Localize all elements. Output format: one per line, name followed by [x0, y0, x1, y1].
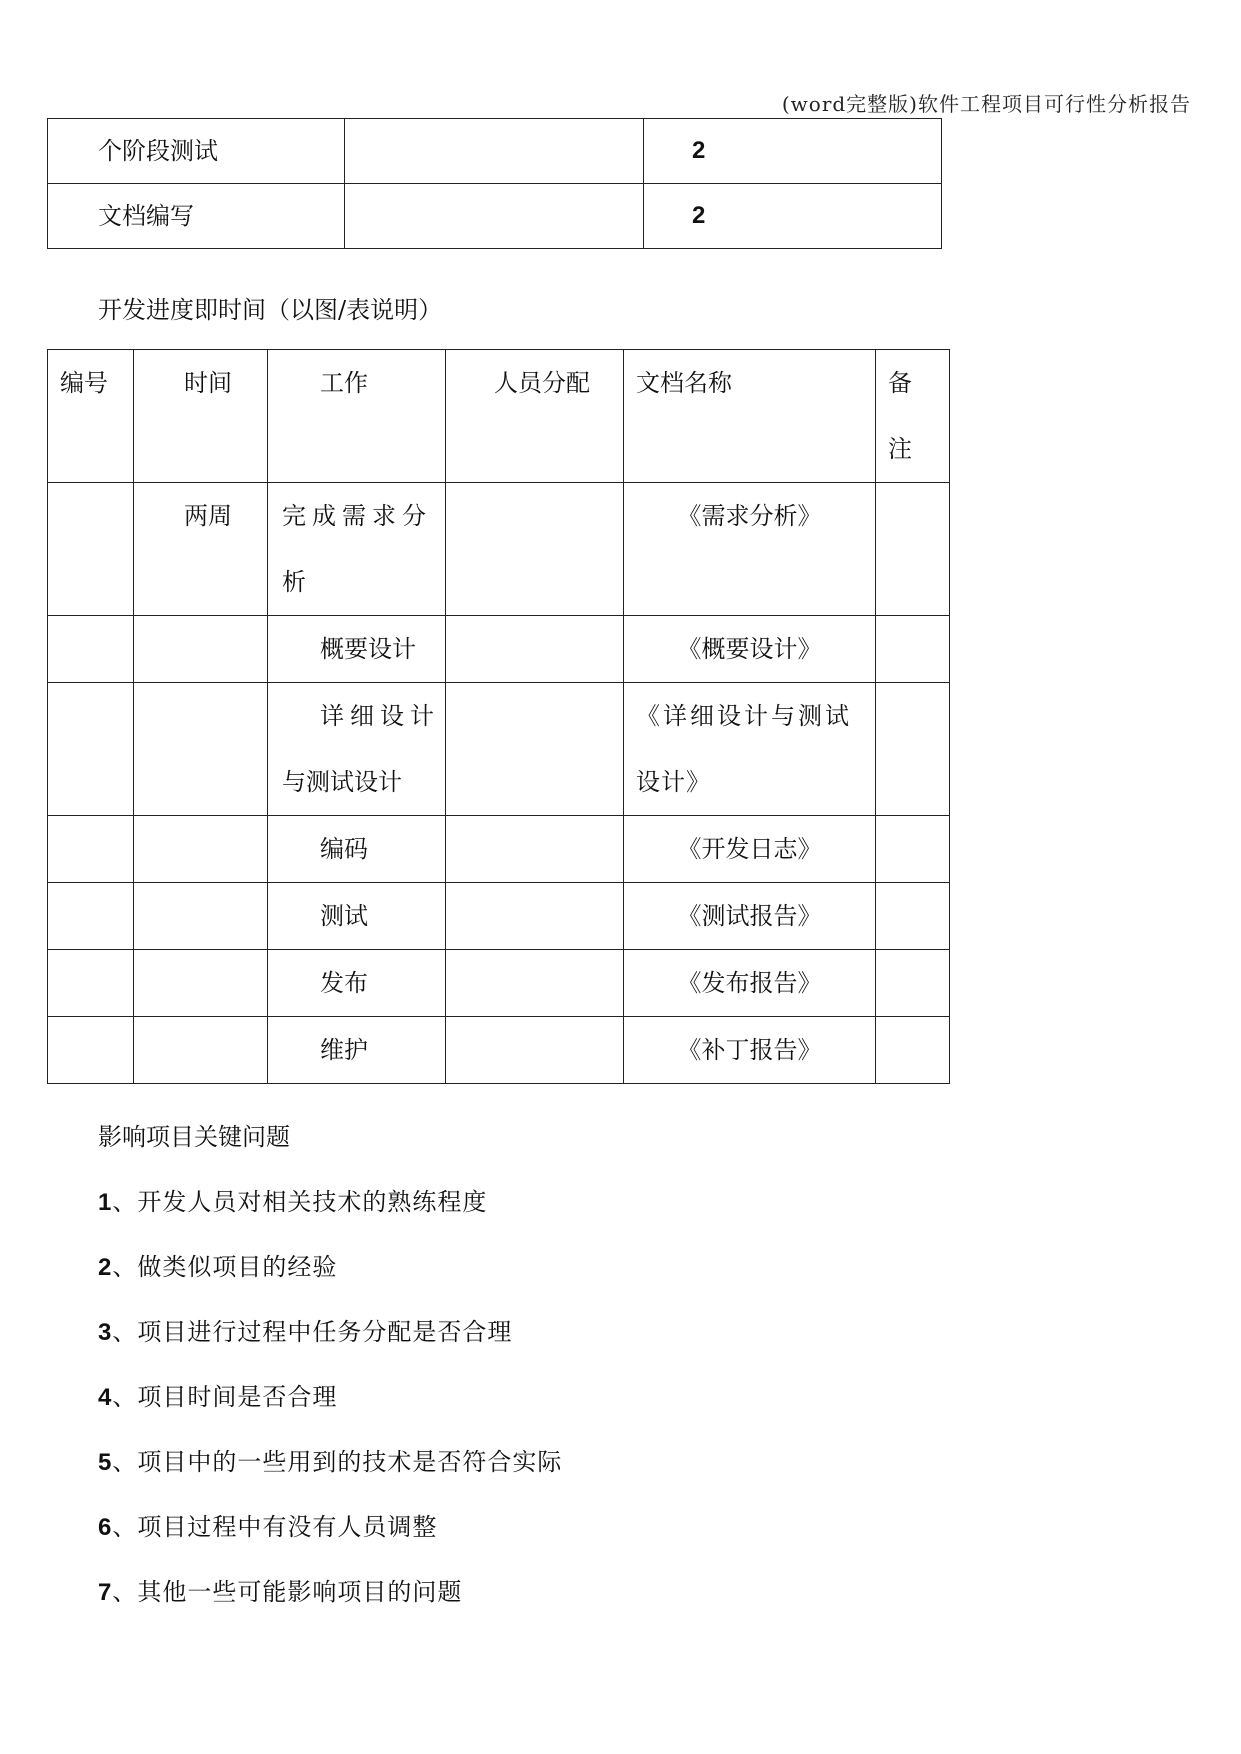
- table-row: [48, 119, 942, 184]
- time-cell: [134, 616, 268, 683]
- header-row: [48, 350, 950, 483]
- num-cell: [48, 1017, 134, 1084]
- list-item: 7、其他一些可能影响项目的问题: [98, 1578, 463, 1606]
- num-cell: [48, 883, 134, 950]
- page-header: (word完整版)软件工程项目可行性分析报告: [781, 92, 1191, 116]
- note-cell: [876, 616, 950, 683]
- empty-cell: [345, 119, 644, 184]
- num-cell: [48, 683, 134, 816]
- header-staff: 人员分配: [446, 350, 624, 483]
- time-cell: [134, 883, 268, 950]
- staff-cell: [446, 1017, 624, 1084]
- value-cell: 2: [644, 119, 942, 184]
- note-cell: [876, 816, 950, 883]
- list-item: 3、项目进行过程中任务分配是否合理: [98, 1318, 513, 1346]
- num-cell: [48, 483, 134, 616]
- task-cell: 文档编写: [48, 184, 345, 249]
- work-cell: 完成需求分 析: [268, 483, 446, 616]
- work-cell: 测试: [268, 883, 446, 950]
- issues-heading: 影响项目关键问题: [98, 1123, 290, 1151]
- note-cell: [876, 483, 950, 616]
- list-item: 4、项目时间是否合理: [98, 1383, 338, 1411]
- note-cell: [876, 683, 950, 816]
- staff-cell: [446, 483, 624, 616]
- num-cell: [48, 950, 134, 1017]
- value-cell: 2: [644, 184, 942, 249]
- list-item: 6、项目过程中有没有人员调整: [98, 1513, 438, 1541]
- time-cell: 两周: [134, 483, 268, 616]
- schedule-table: [47, 349, 950, 1084]
- table-row: [48, 883, 950, 950]
- staff-cell: [446, 950, 624, 1017]
- work-cell: 概要设计: [268, 616, 446, 683]
- note-cell: [876, 1017, 950, 1084]
- header-work: 工作: [268, 350, 446, 483]
- table-row: [48, 816, 950, 883]
- doc-cell: 《详细设计与测试 设计》: [624, 683, 876, 816]
- doc-cell: 《补丁报告》: [624, 1017, 876, 1084]
- header-time: 时间: [134, 350, 268, 483]
- table-row: [48, 683, 950, 816]
- staff-cell: [446, 683, 624, 816]
- empty-cell: [345, 184, 644, 249]
- staff-cell: [446, 883, 624, 950]
- doc-cell: 《需求分析》: [624, 483, 876, 616]
- header-note: 备 注: [876, 350, 950, 483]
- work-cell: 发布: [268, 950, 446, 1017]
- header-num: 编号: [48, 350, 134, 483]
- list-item: 5、项目中的一些用到的技术是否符合实际: [98, 1448, 563, 1476]
- num-cell: [48, 816, 134, 883]
- table-row: [48, 184, 942, 249]
- doc-cell: 《开发日志》: [624, 816, 876, 883]
- note-cell: [876, 883, 950, 950]
- table-row: [48, 950, 950, 1017]
- effort-table: [47, 118, 942, 249]
- time-cell: [134, 816, 268, 883]
- work-cell: 编码: [268, 816, 446, 883]
- time-cell: [134, 1017, 268, 1084]
- schedule-heading: 开发进度即时间（以图/表说明）: [98, 296, 443, 324]
- doc-cell: 《发布报告》: [624, 950, 876, 1017]
- time-cell: [134, 950, 268, 1017]
- list-item: 2、做类似项目的经验: [98, 1253, 338, 1281]
- table-row: [48, 1017, 950, 1084]
- staff-cell: [446, 616, 624, 683]
- note-cell: [876, 950, 950, 1017]
- num-cell: [48, 616, 134, 683]
- table-row: [48, 483, 950, 616]
- staff-cell: [446, 816, 624, 883]
- table-row: [48, 616, 950, 683]
- work-cell: 维护: [268, 1017, 446, 1084]
- doc-cell: 《测试报告》: [624, 883, 876, 950]
- doc-cell: 《概要设计》: [624, 616, 876, 683]
- header-doc: 文档名称: [624, 350, 876, 483]
- task-cell: 个阶段测试: [48, 119, 345, 184]
- time-cell: [134, 683, 268, 816]
- work-cell: 详细设计 与测试设计: [268, 683, 446, 816]
- list-item: 1、开发人员对相关技术的熟练程度: [98, 1188, 488, 1216]
